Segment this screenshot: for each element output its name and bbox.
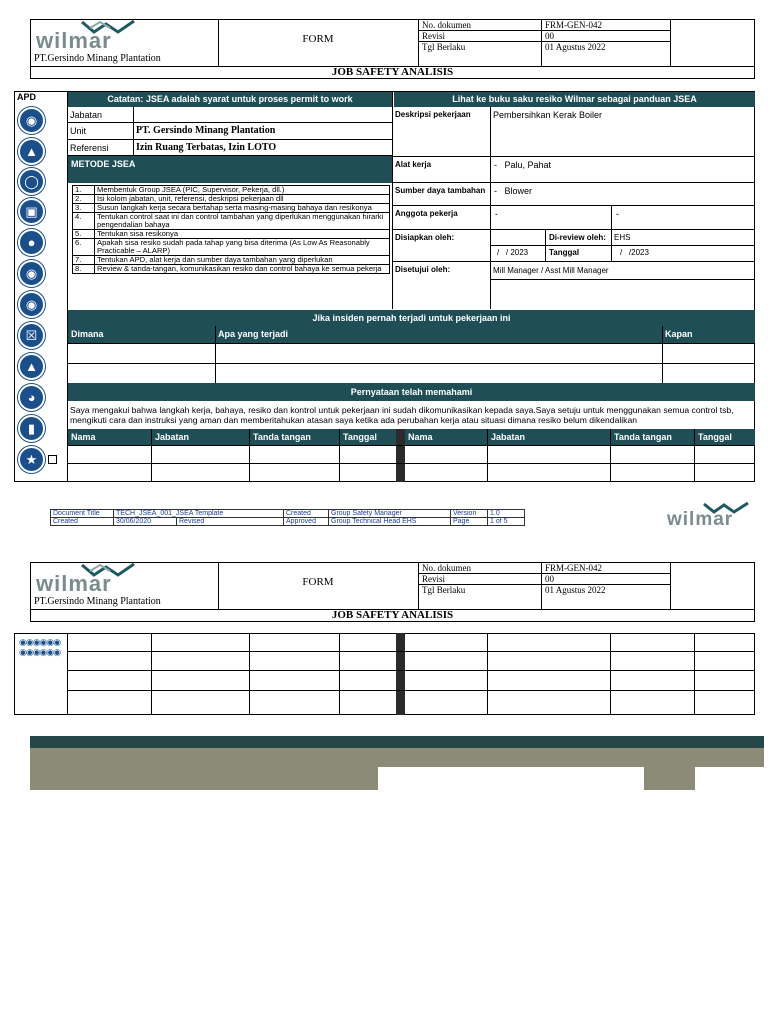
right-note-bar: Lihat ke buku saku resiko Wilmar sebagai panduan JSEA	[394, 92, 755, 107]
footer-version-value: 1.0	[488, 510, 525, 518]
footer-version-label: Version	[451, 510, 488, 518]
page-title-2: JOB SAFETY ANALISIS	[331, 609, 454, 621]
members-b: -	[616, 209, 619, 219]
resources-label: Sumber daya tambahan	[395, 186, 486, 195]
footer-page-value: 1 of 5	[488, 518, 525, 526]
tgl-value: 01 Agustus 2022	[545, 42, 606, 52]
respirator-icon: ◉	[18, 260, 45, 287]
form-label: FORM	[302, 33, 334, 45]
tgl-label: Tgl Berlaku	[422, 42, 466, 52]
review-value: EHS	[614, 233, 631, 242]
step-text: Tentukan sisa resikonya	[95, 230, 390, 239]
step-number: 3.	[73, 204, 95, 213]
method-step-row	[73, 265, 390, 274]
footer-page-label: Page	[451, 518, 488, 526]
sign-col-header: Tanggal	[698, 432, 732, 442]
step-number: 2.	[73, 195, 95, 204]
footer-doc-title-value: TECH_JSEA_001_JSEA Template	[114, 510, 284, 518]
jabatan-field[interactable]	[134, 108, 392, 122]
company-name-2: PT.Gersindo Minang Plantation	[34, 596, 161, 607]
wilmar-logo-2: wilmar	[36, 571, 112, 596]
harness-icon: ★	[18, 446, 45, 473]
wilmar-logo: wilmar	[36, 28, 112, 53]
step-text: Susun langkah kerja secara bertahap serta masing-masing bahaya dan resikonya	[95, 204, 390, 213]
incident-bar: Jika insiden pernah terjadi untuk pekerjaan ini	[68, 310, 755, 326]
apron-icon: ☒	[18, 322, 45, 349]
members-label: Anggota pekerja	[395, 209, 458, 218]
ref-label: Referensi	[70, 143, 109, 153]
apd-label: APD	[17, 92, 37, 102]
bottom-bar-khaki	[30, 748, 764, 767]
doc-no-value: FRM-GEN-042	[545, 20, 603, 30]
unit-label: Unit	[70, 126, 87, 136]
sign-col-header: Jabatan	[155, 432, 190, 442]
doc-no-value-2: FRM-GEN-042	[545, 563, 603, 573]
step-number: 1.	[73, 186, 95, 195]
sign-col-header: Nama	[408, 432, 433, 442]
step-number: 7.	[73, 256, 95, 265]
sign-col-header: Jabatan	[491, 432, 526, 442]
members-a: -	[495, 209, 498, 219]
page-title: JOB SAFETY ANALISIS	[331, 66, 454, 78]
rev-value: 00	[545, 31, 554, 41]
method-step-row	[73, 213, 390, 230]
unit-value: PT. Gersindo Minang Plantation	[136, 125, 276, 136]
desc-value: Pembersihkan Kerak Boiler	[493, 110, 603, 120]
step-text: Review & tanda-tangan, komunikasikan resiko dan control bahaya ke semua pekerja	[95, 265, 390, 274]
prepared-date: / / 2023	[497, 248, 529, 257]
sign-col-header: Tanda tangan	[614, 432, 672, 442]
step-text: Isi kolom jabatan, unit, referensi, deskripsi pekerjaan dll	[95, 195, 390, 204]
tanggal-label: Tanggal	[549, 248, 580, 257]
bottom-bar-dark	[30, 736, 764, 748]
where-header: Dimana	[71, 329, 104, 339]
footer-created-by: Group Safety Manager	[329, 510, 451, 518]
incident-header-row	[68, 326, 755, 343]
helmet-icon: ◕	[18, 384, 45, 411]
step-text: Tentukan APD, alat kerja dan sumber daya tambahan yang diperlukan	[95, 256, 390, 265]
ref-value: Izin Ruang Terbatas, Izin LOTO	[136, 142, 277, 153]
step-text: Apakah sisa resiko sudah pada tahap yang bisa diterima (As Low As Reasonably Practicable – ALARP)	[95, 239, 390, 256]
step-text: Tentukan control saat ini dan control tambahan yang diperlukan menggunakan hirarki pengendalian bahaya	[95, 213, 390, 230]
method-steps	[72, 185, 390, 274]
dust-mask-icon: ●	[18, 229, 45, 256]
tools-label: Alat kerja	[395, 160, 432, 169]
what-header: Apa yang terjadi	[218, 329, 289, 339]
goggles-icon: ◯	[18, 168, 45, 195]
apd-icons-small: ◉◉◉◉◉◉ ◉◉◉◉◉◉	[19, 637, 61, 657]
step-number: 8.	[73, 265, 95, 274]
tools-value: - Palu, Pahat	[494, 160, 552, 170]
method-title: METODE JSEA	[71, 159, 136, 169]
ear-protection-icon: ◉	[18, 107, 45, 134]
doc-no-label-2: No. dokumen	[422, 563, 471, 573]
sign-table-2	[14, 633, 755, 715]
footer-created-label: Created	[284, 510, 329, 518]
doc-no-label: No. dokumen	[422, 20, 471, 30]
footer-wilmar-logo: wilmar	[667, 509, 734, 530]
left-note-bar: Catatan: JSEA adalah syarat untuk proses permit to work	[68, 92, 392, 107]
footer-created2-label: Created	[51, 518, 114, 526]
rev-label: Revisi	[422, 31, 446, 41]
statement-text: Saya mengakui bahwa langkah kerja, bahaya, resiko dan kontrol untuk pekerjaan ini sudah dikomunikasikan kepada saya.Saya setuju untuk menggunakan semua control tsb, mengikuti cara dan instruksi yang aman dan memberitahukan atasan saya ketika ada perubahan kerja atau situasi dimana resiko belum dikendalikan	[70, 405, 734, 425]
company-name: PT.Gersindo Minang Plantation	[34, 53, 161, 64]
footer-approved-label: Approved	[284, 518, 329, 526]
review-date: / /2023	[620, 248, 649, 257]
form-label-2: FORM	[302, 576, 334, 588]
footer-approved-by: Group Technical Head EHS	[329, 518, 451, 526]
tgl-label-2: Tgl Berlaku	[422, 585, 466, 595]
boots-icon: ▲	[18, 138, 45, 165]
approved-value: Mill Manager / Asst Mill Manager	[493, 266, 609, 275]
sign-gap-2	[396, 633, 405, 715]
step-number: 5.	[73, 230, 95, 239]
footer-created-date: 30/06/2020	[114, 518, 177, 526]
rev-label-2: Revisi	[422, 574, 446, 584]
jabatan-label: Jabatan	[70, 110, 103, 120]
coverall-icon: ▲	[18, 353, 45, 380]
step-text: Membentuk Group JSEA (PIC, Supervisor, Pekerja, dll.)	[95, 186, 390, 195]
sign-col-header: Nama	[71, 432, 96, 442]
face-shield-icon: ◉	[18, 291, 45, 318]
apd-checkbox[interactable]	[48, 455, 57, 464]
statement-bar: Pernyataan telah memahami	[68, 383, 755, 401]
review-label: Di-review oleh:	[549, 233, 606, 242]
tgl-value-2: 01 Agustus 2022	[545, 585, 606, 595]
footer-revised-label: Revised	[177, 518, 284, 526]
prepared-label: Disiapkan oleh:	[395, 233, 455, 242]
sign-col-header: Tanda tangan	[253, 432, 311, 442]
method-step-row	[73, 239, 390, 256]
bottom-block-mid	[644, 767, 695, 790]
footer-doc-title-label: Document Title	[51, 510, 114, 518]
gloves-icon: ▮	[18, 415, 45, 442]
safety-vest-icon: ▣	[18, 198, 45, 225]
desc-label: Deskripsi pekerjaan	[395, 110, 471, 119]
when-header: Kapan	[665, 329, 693, 339]
bottom-block-left	[30, 767, 378, 790]
sign-gap	[396, 429, 405, 482]
doc-footer	[50, 509, 525, 526]
resources-value: - Blower	[494, 186, 533, 196]
step-number: 6.	[73, 239, 95, 256]
rev-value-2: 00	[545, 574, 554, 584]
step-number: 4.	[73, 213, 95, 230]
approved-label: Disetujui oleh:	[395, 265, 451, 274]
sign-col-header: Tanggal	[343, 432, 377, 442]
